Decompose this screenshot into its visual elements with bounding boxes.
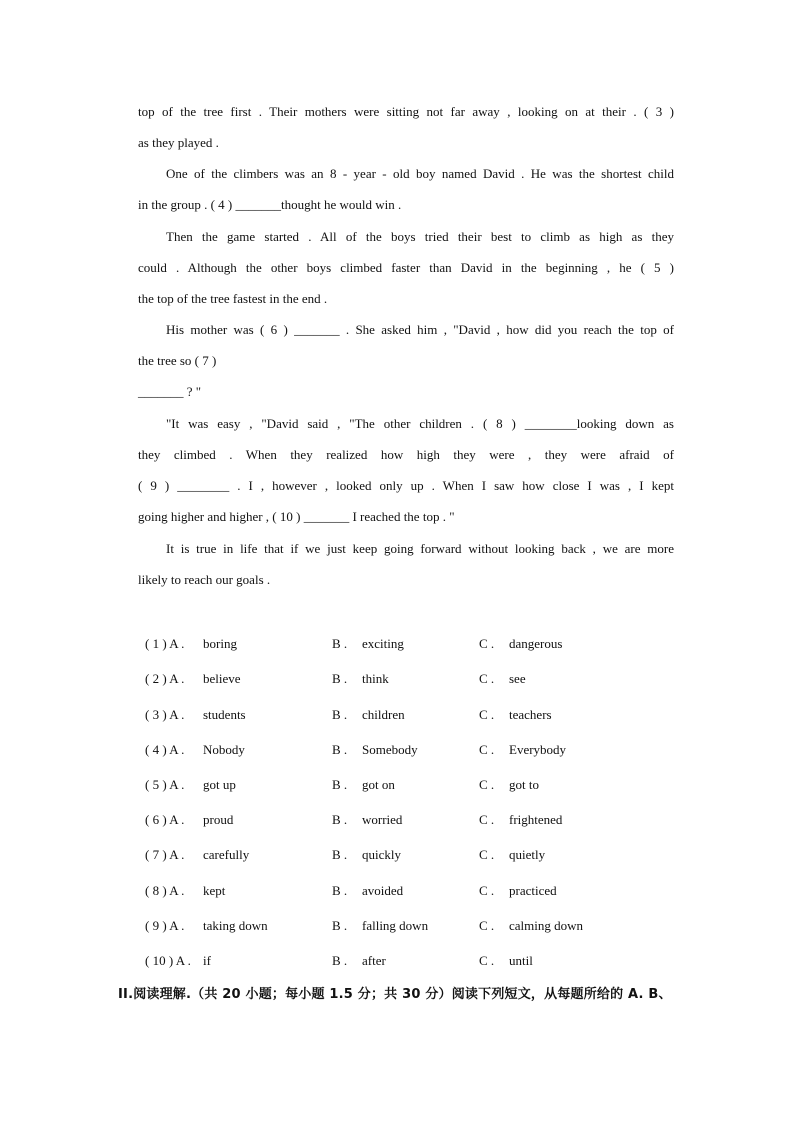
- passage-line: as they played .: [138, 135, 219, 150]
- option-a: Nobody: [203, 742, 245, 757]
- option-c-cell: [479, 707, 552, 723]
- section-heading: II.阅读理解.（共 20 小题；每小题 1.5 分；共 30 分）阅读下列短文，从每题所给的 A. B、: [118, 987, 672, 1002]
- option-b: after: [362, 953, 386, 968]
- option-b: worried: [362, 812, 403, 827]
- option-c-cell: [479, 918, 583, 934]
- option-row-6: [145, 812, 233, 828]
- option-c: see: [509, 671, 526, 686]
- option-b: quickly: [362, 847, 401, 862]
- option-c: got to: [509, 777, 539, 792]
- question-number: ( 1 ) A .: [145, 636, 185, 651]
- option-c-cell: [479, 671, 526, 687]
- option-c-label: C .: [479, 883, 495, 898]
- passage-line: It is true in life that if we just keep going forward without looking back , we are more: [166, 541, 674, 556]
- question-number: ( 2 ) A .: [145, 671, 185, 686]
- option-b: falling down: [362, 918, 429, 933]
- option-c-label: C .: [479, 918, 495, 933]
- option-row-9: [145, 918, 268, 934]
- option-c-cell: [479, 636, 562, 652]
- question-number: ( 3 ) A .: [145, 707, 185, 722]
- option-c-label: C .: [479, 777, 495, 792]
- option-b-cell: [332, 742, 418, 758]
- option-b: Somebody: [362, 742, 418, 757]
- option-a: carefully: [203, 847, 250, 862]
- option-c-label: C .: [479, 812, 495, 827]
- option-b-label: B .: [332, 742, 348, 757]
- option-a: proud: [203, 812, 234, 827]
- option-a: students: [203, 707, 246, 722]
- option-b-label: B .: [332, 883, 348, 898]
- option-b-cell: [332, 777, 395, 793]
- option-b: got on: [362, 777, 395, 792]
- passage-line: Then the game started . All of the boys tried their best to climb as high as they: [166, 229, 674, 244]
- option-b-label: B .: [332, 707, 348, 722]
- option-row-8: [145, 883, 225, 899]
- passage-line: top of the tree first . Their mothers were sitting not far away , looking on at their . ( 3 ): [138, 104, 674, 119]
- option-row-10: [145, 953, 211, 969]
- passage-line: likely to reach our goals .: [138, 572, 271, 587]
- option-c-cell: [479, 847, 545, 863]
- option-b-cell: [332, 636, 404, 652]
- option-b: avoided: [362, 883, 404, 898]
- option-b-cell: [332, 953, 386, 969]
- passage-line: going higher and higher , ( 10 ) _______ I reached the top . ": [138, 509, 455, 524]
- option-c-cell: [479, 812, 562, 828]
- option-row-3: [145, 707, 246, 723]
- option-b-cell: [332, 812, 402, 828]
- option-row-7: [145, 847, 249, 863]
- option-a: got up: [203, 777, 236, 792]
- option-c-cell: [479, 742, 566, 758]
- option-a: boring: [203, 636, 237, 651]
- option-c: practiced: [509, 883, 557, 898]
- question-number: ( 10 ) A .: [145, 953, 191, 968]
- passage-line: ( 9 ) ________ . I , however , looked only up . When I saw how close I was , I kept: [138, 478, 674, 493]
- option-a: believe: [203, 671, 241, 686]
- option-c-label: C .: [479, 671, 495, 686]
- option-b-label: B .: [332, 636, 348, 651]
- question-number: ( 5 ) A .: [145, 777, 185, 792]
- option-b-label: B .: [332, 671, 348, 686]
- option-row-1: [145, 636, 237, 652]
- option-b-cell: [332, 671, 389, 687]
- option-c: until: [509, 953, 533, 968]
- option-a: taking down: [203, 918, 268, 933]
- option-c: dangerous: [509, 636, 563, 651]
- option-row-5: [145, 777, 236, 793]
- option-b-label: B .: [332, 953, 348, 968]
- option-c-label: C .: [479, 707, 495, 722]
- option-c: calming down: [509, 918, 584, 933]
- option-b-label: B .: [332, 777, 348, 792]
- option-b: children: [362, 707, 405, 722]
- option-a: if: [203, 953, 211, 968]
- option-row-2: [145, 671, 241, 687]
- option-c-label: C .: [479, 847, 495, 862]
- question-number: ( 9 ) A .: [145, 918, 185, 933]
- option-c-label: C .: [479, 742, 495, 757]
- option-b-label: B .: [332, 918, 348, 933]
- option-a: kept: [203, 883, 226, 898]
- option-c-label: C .: [479, 636, 495, 651]
- option-c-cell: [479, 953, 533, 969]
- option-c: Everybody: [509, 742, 567, 757]
- option-row-4: [145, 742, 245, 758]
- option-c: frightened: [509, 812, 563, 827]
- question-number: ( 7 ) A .: [145, 847, 185, 862]
- passage-line: _______ ? ": [138, 384, 202, 399]
- option-b-label: B .: [332, 847, 348, 862]
- option-b-cell: [332, 883, 403, 899]
- option-c: teachers: [509, 707, 552, 722]
- option-c-cell: [479, 777, 539, 793]
- option-c: quietly: [509, 847, 546, 862]
- passage-line: "It was easy , "David said , "The other children . ( 8 ) ________looking down as: [166, 416, 674, 431]
- option-c-label: C .: [479, 953, 495, 968]
- passage-line: the tree so ( 7 ): [138, 353, 217, 368]
- passage-line: His mother was ( 6 ) _______ . She asked him , "David , how did you reach the top of: [166, 322, 674, 337]
- option-b-cell: [332, 847, 401, 863]
- option-b-cell: [332, 918, 428, 934]
- passage-line: the top of the tree fastest in the end .: [138, 291, 328, 306]
- question-number: ( 6 ) A .: [145, 812, 185, 827]
- question-number: ( 8 ) A .: [145, 883, 185, 898]
- option-c-cell: [479, 883, 557, 899]
- option-b: exciting: [362, 636, 404, 651]
- passage-line: in the group . ( 4 ) _______thought he would win .: [138, 197, 402, 212]
- option-b-cell: [332, 707, 405, 723]
- passage-line: could . Although the other boys climbed faster than David in the beginning , he ( 5 ): [138, 260, 674, 275]
- option-b-label: B .: [332, 812, 348, 827]
- question-number: ( 4 ) A .: [145, 742, 185, 757]
- passage-line: One of the climbers was an 8 - year - old boy named David . He was the shortest child: [166, 166, 674, 181]
- passage-line: they climbed . When they realized how high they were , they were afraid of: [138, 447, 674, 462]
- option-b: think: [362, 671, 389, 686]
